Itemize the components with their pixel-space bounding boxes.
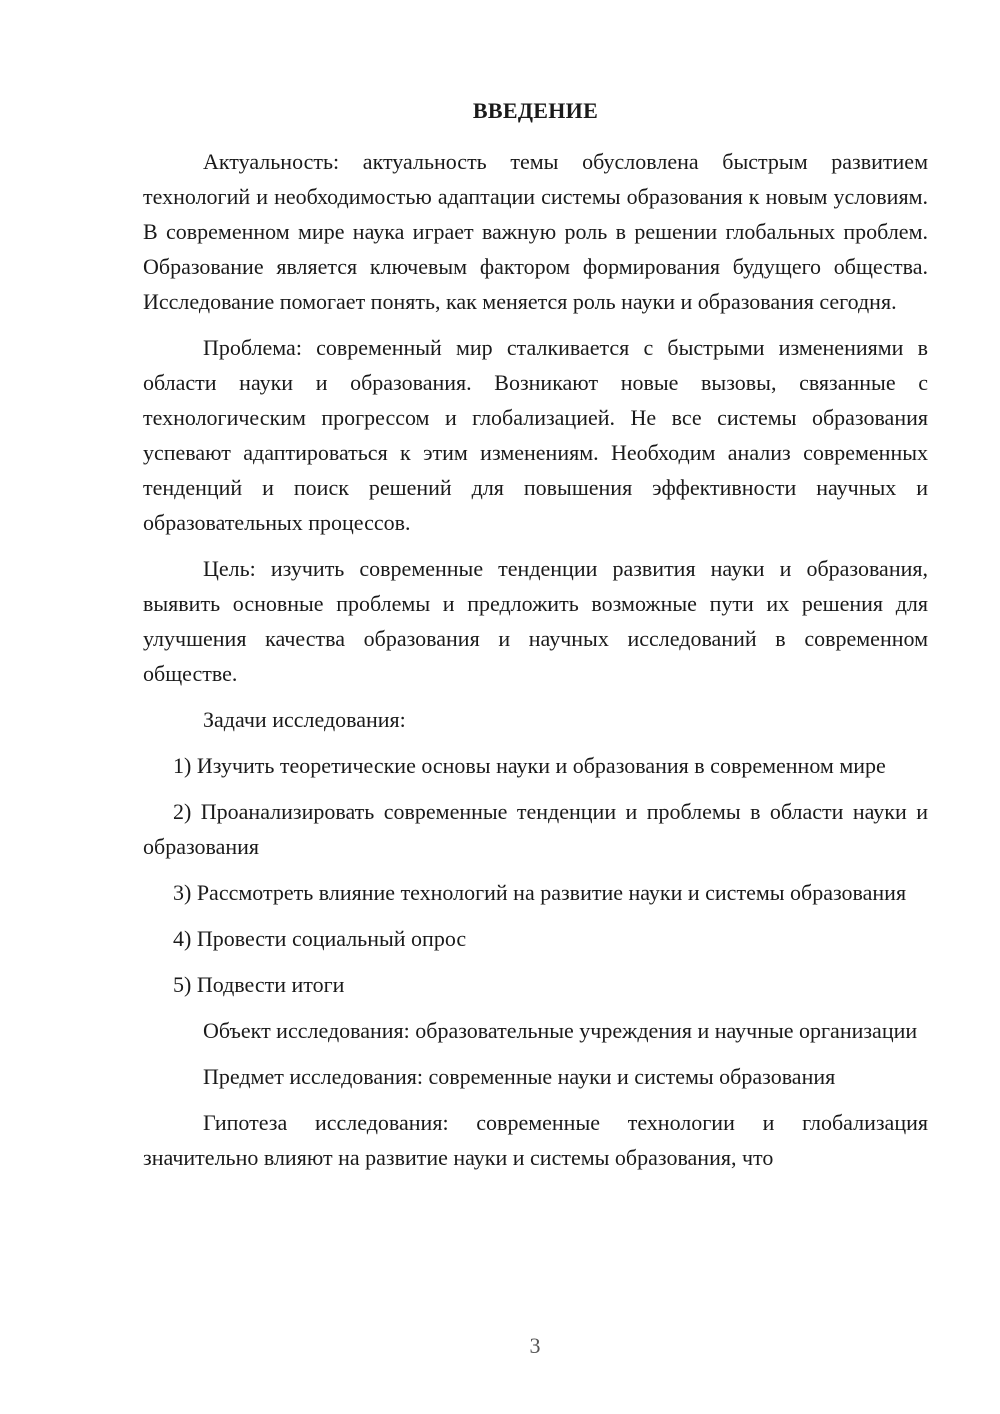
list-item: 5) Подвести итоги [173,972,345,997]
hypothesis-paragraph: Гипотеза исследования: современные технологии и глобализация значительно влияют на развитие науки и системы образования, что [143,1110,928,1170]
list-item: 4) Провести социальный опрос [173,926,467,951]
relevance-paragraph: Актуальность: актуальность темы обусловлена быстрым развитием технологий и необходимостью адаптации системы образования к новым условиям. В современном мире наука играет важную роль в решении глобальных проблем. Образование является ключевым фактором формирования будущего общества. Исследование помогает понять, как меняется роль науки и образования сегодня. [143,149,928,314]
page-title: ВВЕДЕНИЕ [472,98,599,123]
object-paragraph: Объект исследования: образовательные учреждения и научные организации [203,1018,918,1043]
list-item: 3) Рассмотреть влияние технологий на развитие науки и системы образования [173,880,907,905]
document-page [143,96,928,1186]
goal-paragraph: Цель: изучить современные тенденции развития науки и образования, выявить основные проблемы и предложить возможные пути их решения для улучшения качества образования и научных исследований в современном обществе. [143,556,928,686]
list-item: 1) Изучить теоретические основы науки и образования в современном мире [173,753,886,778]
page-number: 3 [529,1333,541,1358]
problem-paragraph: Проблема: современный мир сталкивается с быстрыми изменениями в области науки и образования. Возникают новые вызовы, связанные с технологическим прогрессом и глобализацией. Не все системы образования успевают адаптироваться к этим изменениям. Необходим анализ современных тенденций и поиск решений для повышения эффективности научных и образовательных процессов. [143,335,928,535]
tasks-list [143,748,928,1002]
list-item: 2) Проанализировать современные тенденции и проблемы в области науки и образования [143,799,928,859]
subject-paragraph: Предмет исследования: современные науки и системы образования [203,1064,836,1089]
tasks-heading: Задачи исследования: [203,707,406,732]
